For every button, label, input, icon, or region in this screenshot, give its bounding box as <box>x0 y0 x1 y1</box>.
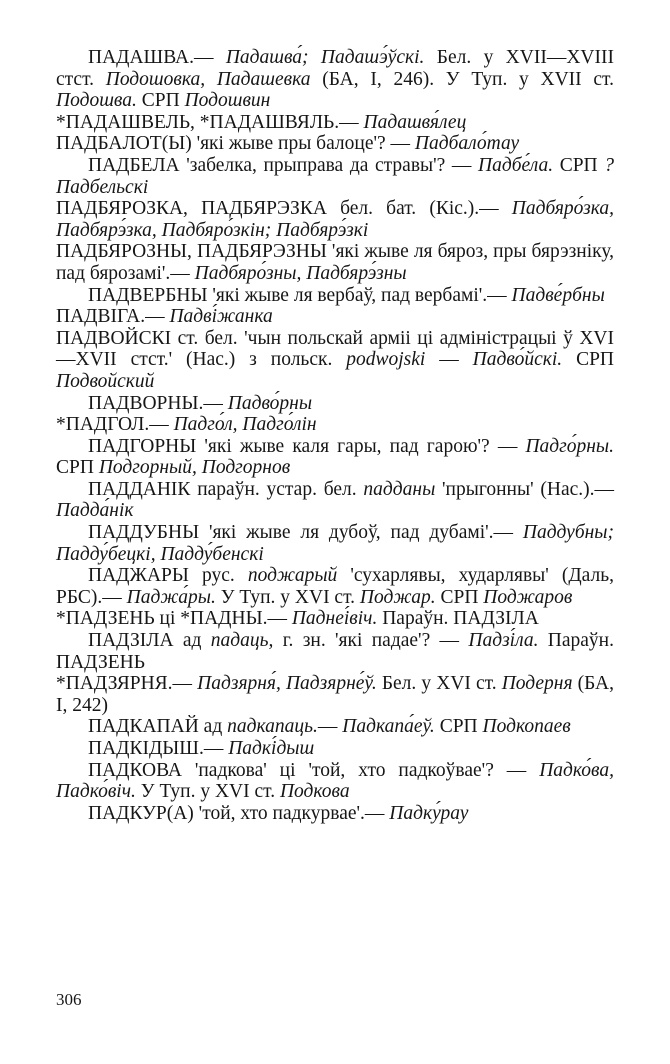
entry-form-italic: Падку́рау <box>389 802 469 824</box>
entry-form-italic: Паддубны; Падду́бецкі, Падду́бенскі <box>56 522 614 565</box>
entry-form-italic: Паджа́ры. <box>126 586 216 608</box>
entry-text: *ПАДГОЛ.— <box>56 414 174 436</box>
dictionary-entry <box>56 241 614 284</box>
entry-form-italic: Падкапа́еў. <box>342 716 435 738</box>
entry-form-italic: Падзі́ла. <box>468 630 539 652</box>
entry-form-italic: падаць, <box>210 630 274 652</box>
entry-form-italic: Падашвя́лец <box>363 111 467 133</box>
entry-form-italic: Падво́йскі. <box>472 349 563 371</box>
entry-text: ПАДКІДЫШ.— <box>88 738 229 759</box>
entry-text: ПАДГОРНЫ 'які жыве каля гары, пад гарою'? — <box>88 435 526 457</box>
entry-form-italic: Подерня <box>501 673 573 695</box>
entry-form-italic: Падбяро́зны, Падбярэ́зны <box>194 262 407 284</box>
dictionary-entry <box>56 285 614 307</box>
entry-form-italic: Подошовка, Падашевка <box>105 68 311 90</box>
entry-form-italic: Падкі́дыш <box>228 738 315 759</box>
entry-form-italic: Падве́рбны <box>511 284 605 306</box>
entry-form-italic: Поджаров <box>483 586 573 608</box>
dictionary-entry <box>56 738 614 760</box>
entry-text: СРП <box>136 90 185 112</box>
dictionary-entry <box>56 803 614 825</box>
entry-form-italic: падданы <box>363 478 436 500</box>
entry-text: — <box>317 716 343 738</box>
entry-text: СРП <box>435 586 484 608</box>
entry-text: ПАДЖАРЫ рус. <box>88 565 248 587</box>
entry-form-italic: podwojski <box>346 349 426 371</box>
entry-text: СРП <box>562 349 615 371</box>
dictionary-entry <box>56 47 614 112</box>
entry-form-italic: Подошвин <box>184 90 271 112</box>
entry-form-italic: Подкопаев <box>482 716 571 738</box>
entry-form-italic: Падзярня́, Падзярне́ў. <box>197 673 377 695</box>
entry-text: — <box>425 349 473 371</box>
entry-text: СРП <box>434 716 483 738</box>
entry-text: У Туп. у XVI ст. <box>215 586 360 608</box>
entry-text: ПАДБЕЛА 'забелка, прыправа да стравы'? — <box>88 154 479 176</box>
entry-text: *ПАДАШВЕЛЬ, *ПАДАШВЯЛЬ.— <box>56 111 364 133</box>
entry-text: ПАДКОВА 'падкова' ці 'той, хто падкоўвае'? — <box>88 759 540 781</box>
entry-text: СРП <box>56 457 99 479</box>
dictionary-column <box>56 47 614 824</box>
entry-form-italic: Падві́жанка <box>169 306 273 328</box>
entry-text: У Туп. у XVI ст. <box>135 781 280 803</box>
dictionary-entry <box>56 198 614 241</box>
entry-text: ПАДЗІЛА ад <box>88 630 211 652</box>
entry-form-italic: Подвойский <box>56 370 155 392</box>
dictionary-entry <box>56 716 614 738</box>
dictionary-entry <box>56 630 614 673</box>
entry-form-italic: Подошва. <box>56 90 137 112</box>
entry-form-italic: поджарый <box>247 565 338 587</box>
dictionary-entry <box>56 414 614 436</box>
entry-text: г. зн. 'які падае'? — <box>273 630 469 652</box>
entry-form-italic: Падашва́; Падашэ́ўскі. <box>225 47 425 68</box>
entry-form-italic: Падда́нік <box>56 500 134 522</box>
dictionary-entry <box>56 479 614 522</box>
dictionary-entry <box>56 155 614 198</box>
dictionary-entry <box>56 112 614 134</box>
entry-form-italic: Поджар. <box>359 586 436 608</box>
page-number: 306 <box>56 990 82 1009</box>
entry-form-italic: Падбяро́зка, Падбярэ́зка, Падбяро́зкін; Падбярэ́зкі <box>56 198 614 241</box>
entry-form-italic: ?Падбельскі <box>56 154 614 198</box>
entry-text: (БА, I, 242) <box>56 673 615 716</box>
entry-text: ПАДВОЙСКІ ст. бел. 'чын польскай арміі ці адміністрацыі ў XVI—XVII стст.' (Нас.) з польск. <box>56 327 614 371</box>
entry-text: ПАДВЕРБНЫ 'які жыве ля вербаў, пад вербамі'.— <box>88 284 512 306</box>
entry-text: Параўн. ПАДЗЕНЬ <box>56 630 614 673</box>
entry-form-italic: падкапаць. <box>227 716 318 738</box>
entry-text: *ПАДЗЕНЬ ці *ПАДНЫ.— <box>56 608 292 630</box>
entry-text: ПАДВОРНЫ.— <box>88 392 228 414</box>
entry-text: ПАДБАЛОТ(Ы) 'які жыве пры балоце'? — <box>56 133 415 155</box>
entry-text: СРП <box>553 154 605 176</box>
entry-text: ПАДБЯРОЗКА, ПАДБЯРЭЗКА бел. бат. (Кіс.).— <box>56 198 512 220</box>
dictionary-entry <box>56 133 614 155</box>
entry-form-italic: Падбе́ла. <box>478 154 554 176</box>
entry-text: *ПАДЗЯРНЯ.— <box>56 673 198 695</box>
entry-form-italic: Падко́ва, Падко́віч. <box>56 759 614 803</box>
entry-text: Параўн. ПАДЗІЛА <box>377 608 539 630</box>
entry-form-italic: Падво́рны <box>227 392 313 414</box>
entry-text: Бел. у XVI ст. <box>376 673 502 695</box>
dictionary-entry <box>56 522 614 565</box>
entry-text: 'прыгонны' (Нас.).— <box>435 478 614 500</box>
entry-text: ПАДКУР(А) 'той, хто падкурвае'.— <box>88 802 390 824</box>
entry-text: ПАДДУБНЫ 'які жыве ля дубоў, пад дубамі'.— <box>88 522 523 544</box>
entry-text: ПАДКАПАЙ ад <box>88 716 228 738</box>
dictionary-entry <box>56 436 614 479</box>
dictionary-entry <box>56 393 614 415</box>
entry-form-italic: Падго́л, Падго́лін <box>173 414 317 436</box>
dictionary-entry <box>56 306 614 328</box>
entry-text: ПАДБЯРОЗНЫ, ПАДБЯРЭЗНЫ 'які жыве ля бяроз, пры бярэзніку, пад бярозамі'.— <box>56 241 614 284</box>
entry-text: ПАДВІГА.— <box>56 306 170 328</box>
dictionary-entry <box>56 760 614 803</box>
dictionary-entry <box>56 673 614 716</box>
entry-form-italic: Падго́рны. <box>525 435 614 457</box>
dictionary-entry <box>56 608 614 630</box>
entry-form-italic: Паднеі́віч. <box>291 608 378 630</box>
entry-text: 'сухарлявы, хударлявы' (Даль, РБС).— <box>56 565 614 608</box>
entry-text: ПАДАШВА.— <box>88 47 226 68</box>
dictionary-entry <box>56 328 614 393</box>
entry-text: (БА, I, 246). У Туп. у XVII ст. <box>310 68 614 90</box>
dictionary-entry <box>56 565 614 608</box>
entry-form-italic: Подкова <box>279 781 350 803</box>
entry-form-italic: Подгорный, Подгорнов <box>98 457 291 479</box>
entry-text: ПАДДАНІК параўн. устар. бел. <box>88 478 364 500</box>
entry-form-italic: Падбало́тау <box>414 133 520 155</box>
entry-text: Бел. у XVII—XVIII стст. <box>56 47 614 90</box>
